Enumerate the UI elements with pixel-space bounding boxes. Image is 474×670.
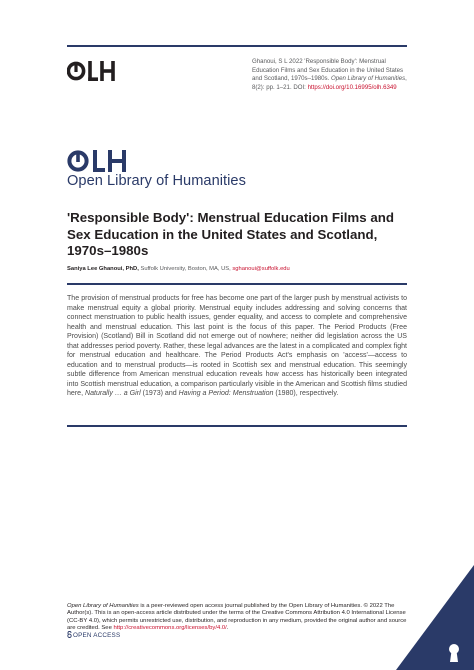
citation-issue: , 8(2): pp. 1–21. DOI: — [252, 75, 407, 91]
abstract-film-1: Naturally … a Girl — [85, 390, 141, 398]
abstract — [67, 294, 407, 399]
abstract-film-2: Having a Period: Menstruation — [178, 390, 274, 398]
corner-keyhole-decoration — [396, 565, 474, 670]
abstract-main: The provision of menstrual products for free has become one part of the larger push by menstrual activists to make menstrual equity a global priority. Menstrual equity includes addressing and solving concerns that connect menstruation to public health issues, gender equality, and access to complete and comprehensive health and menstrual education. This last point is the focus of this paper. The Period Products (Free Provision) (Scotland) Bill in Scotland did not emerge out of nowhere; neither did legislation across the US that addresses period poverty. Rather, these legal advances are the latest in a complicated and complex fight for menstrual education and healthcare. The Period Products Act's emphasis on 'access'—access to education and to menstrual products—is rooted in Scottish sex and menstrual education. This seemingly subtle difference from American menstrual education reveals how access has historically been integrated into Scottish menstrual education, a comparison particularly visible in the American and Scottish films studied here, — [67, 295, 407, 398]
license-end: . — [226, 624, 229, 631]
author-affiliation: Suffolk University, Boston, MA, US, — [138, 266, 233, 272]
brand-name: Open Library of Humanities — [67, 173, 246, 189]
abstract-bottom-rule — [67, 425, 407, 427]
citation-journal: Open Library of Humanities — [330, 75, 406, 83]
abstract-mid: (1973) and — [140, 390, 179, 398]
article-title: 'Responsible Body': Menstrual Education Films and Sex Education in the United States and Scotland, 1970s–1980s — [67, 210, 394, 258]
citation-doi-link[interactable]: https://doi.org/10.16995/olh.6349 — [307, 83, 397, 91]
author-email-link[interactable]: sghanoui@suffolk.edu — [232, 266, 290, 272]
author-line — [67, 266, 407, 272]
top-rule — [67, 45, 407, 47]
author-name: Saniya Lee Ghanoui, PhD, — [67, 266, 139, 272]
abstract-top-rule — [67, 283, 407, 285]
abstract-end: (1980), respectively. — [273, 390, 339, 398]
license-link[interactable]: http://creativecommons.org/licenses/by/4.0/ — [113, 624, 227, 631]
citation-block — [252, 58, 410, 92]
license-footer — [67, 603, 410, 632]
citation-text: Ghanoui, S L 2022 'Responsible Body': Menstrual Education Films and Sex Education in the United States and Scotland, 1970s–1980s. — [252, 58, 404, 83]
olh-logo-large-icon — [67, 147, 129, 175]
license-text: is a peer-reviewed open access journal published by the Open Library of Humanities. © 2022 The Author(s). This is an open-access article distributed under the terms of the Creative Commons Attribution 4.0 International License (CC-BY 4.0), which permits unrestricted use, distribution, and reproduction in any medium, provided the original author and source are credited. See — [67, 603, 407, 631]
open-lock-icon — [67, 631, 72, 638]
olh-logo-icon — [67, 58, 117, 84]
footer-journal: Open Library of Humanities — [67, 603, 139, 609]
open-access-label: OPEN ACCESS — [73, 632, 121, 639]
open-access-badge — [67, 631, 120, 639]
